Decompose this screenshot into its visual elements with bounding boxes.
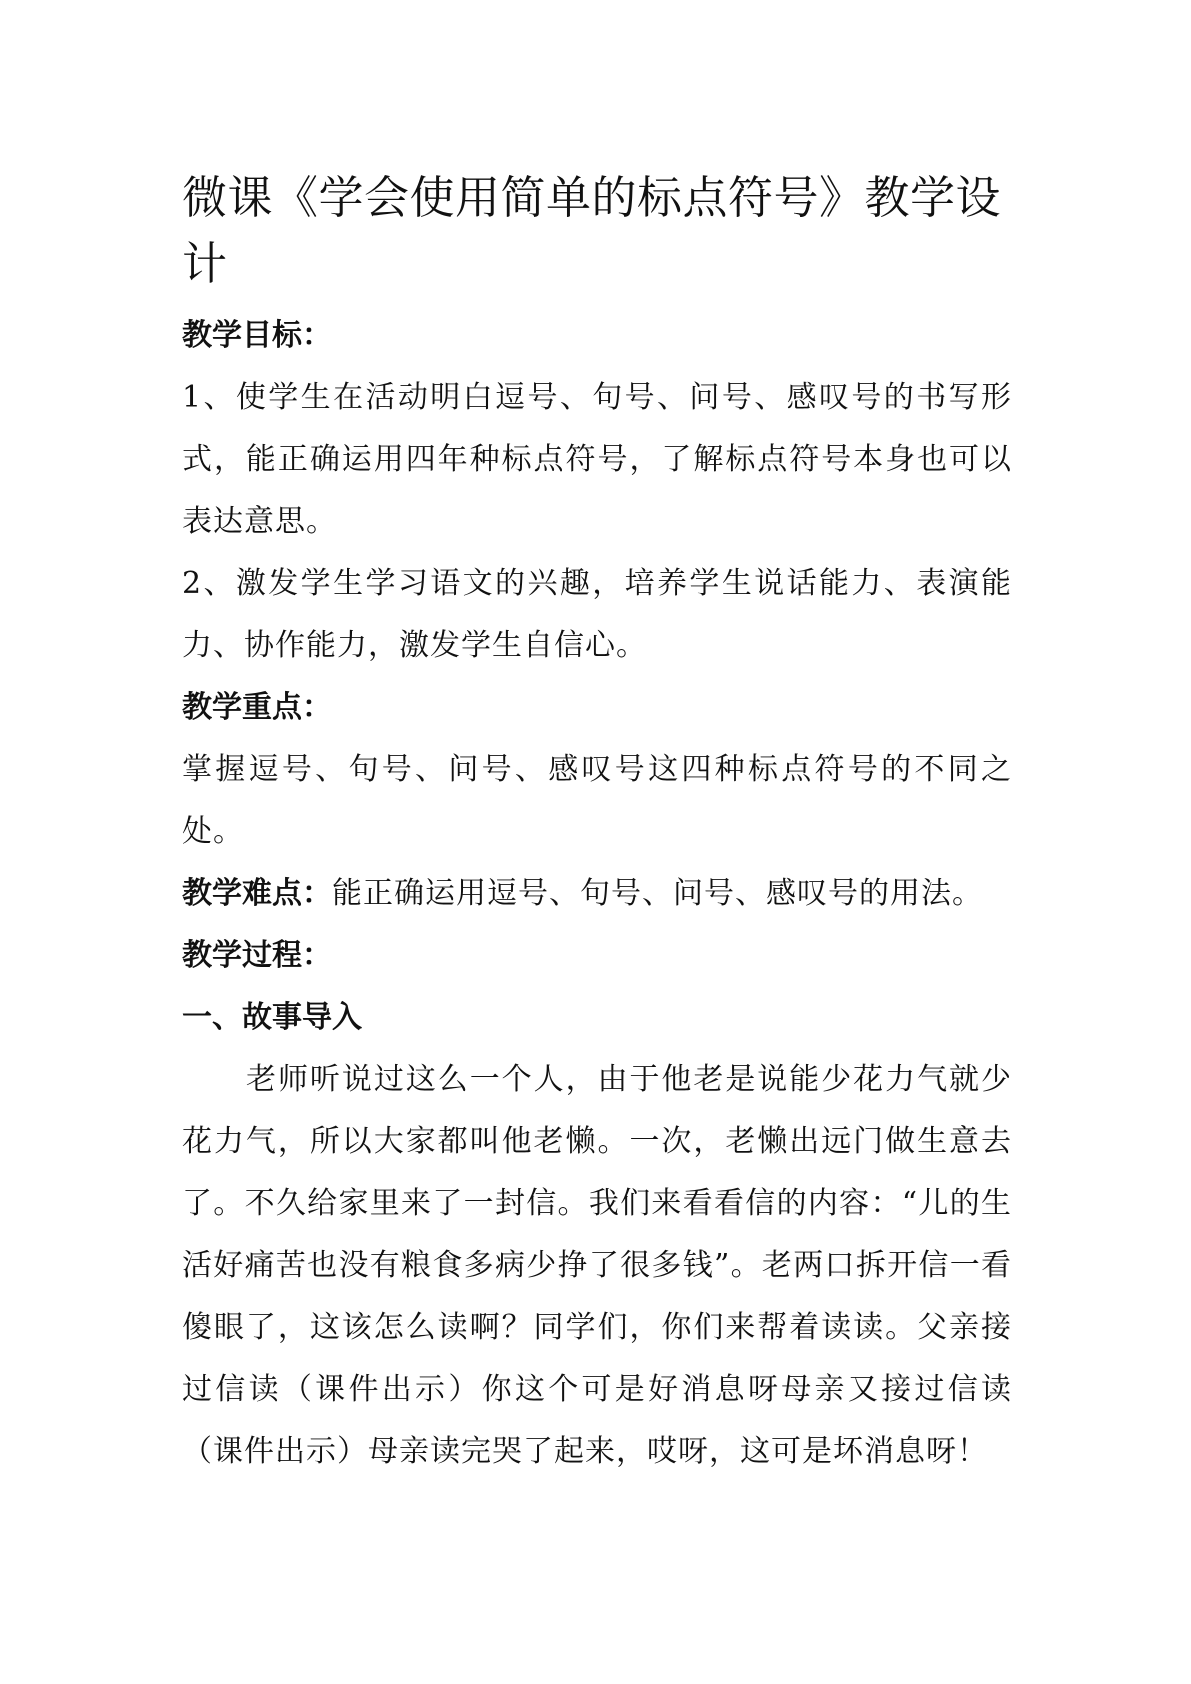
document-page — [182, 165, 1012, 1483]
difficulty-heading: 教学难点： — [182, 876, 332, 911]
section1-heading: 一、故事导入 — [182, 1000, 362, 1035]
process-heading: 教学过程： — [182, 938, 332, 973]
objective-item-1: 1、使学生在活动明白逗号、句号、问号、感叹号的书写形式，能正确运用四年种标点符号，了解标点符号本身也可以表达意思。 — [182, 380, 1012, 539]
difficulty-text: 能正确运用逗号、句号、问号、感叹号的用法。 — [332, 876, 983, 911]
key-points-text: 掌握逗号、句号、问号、感叹号这四种标点符号的不同之处。 — [182, 752, 1012, 849]
difficulty-line — [182, 863, 1012, 925]
document-title: 微课《学会使用简单的标点符号》教学设计 — [182, 171, 1002, 290]
objective-item-2: 2、激发学生学习语文的兴趣，培养学生说话能力、表演能力、协作能力，激发学生自信心。 — [182, 566, 1012, 663]
objectives-heading: 教学目标： — [182, 318, 332, 353]
section1-story-text: 老师听说过这么一个人，由于他老是说能少花力气就少花力气，所以大家都叫他老懒。一次，老懒出远门做生意去了。不久给家里来了一封信。我们来看看信的内容：“儿的生活好痛苦也没有粮食多病少挣了很多钱”。老两口拆开信一看傻眼了，这该怎么读啊？同学们，你们来帮着读读。父亲接过信读（课件出示）你这个可是好消息呀母亲又接过信读（课件出示）母亲读完哭了起来，哎呀，这可是坏消息呀！ — [182, 1062, 1012, 1469]
title-spacer — [182, 297, 1012, 305]
key-points-heading: 教学重点： — [182, 690, 332, 725]
